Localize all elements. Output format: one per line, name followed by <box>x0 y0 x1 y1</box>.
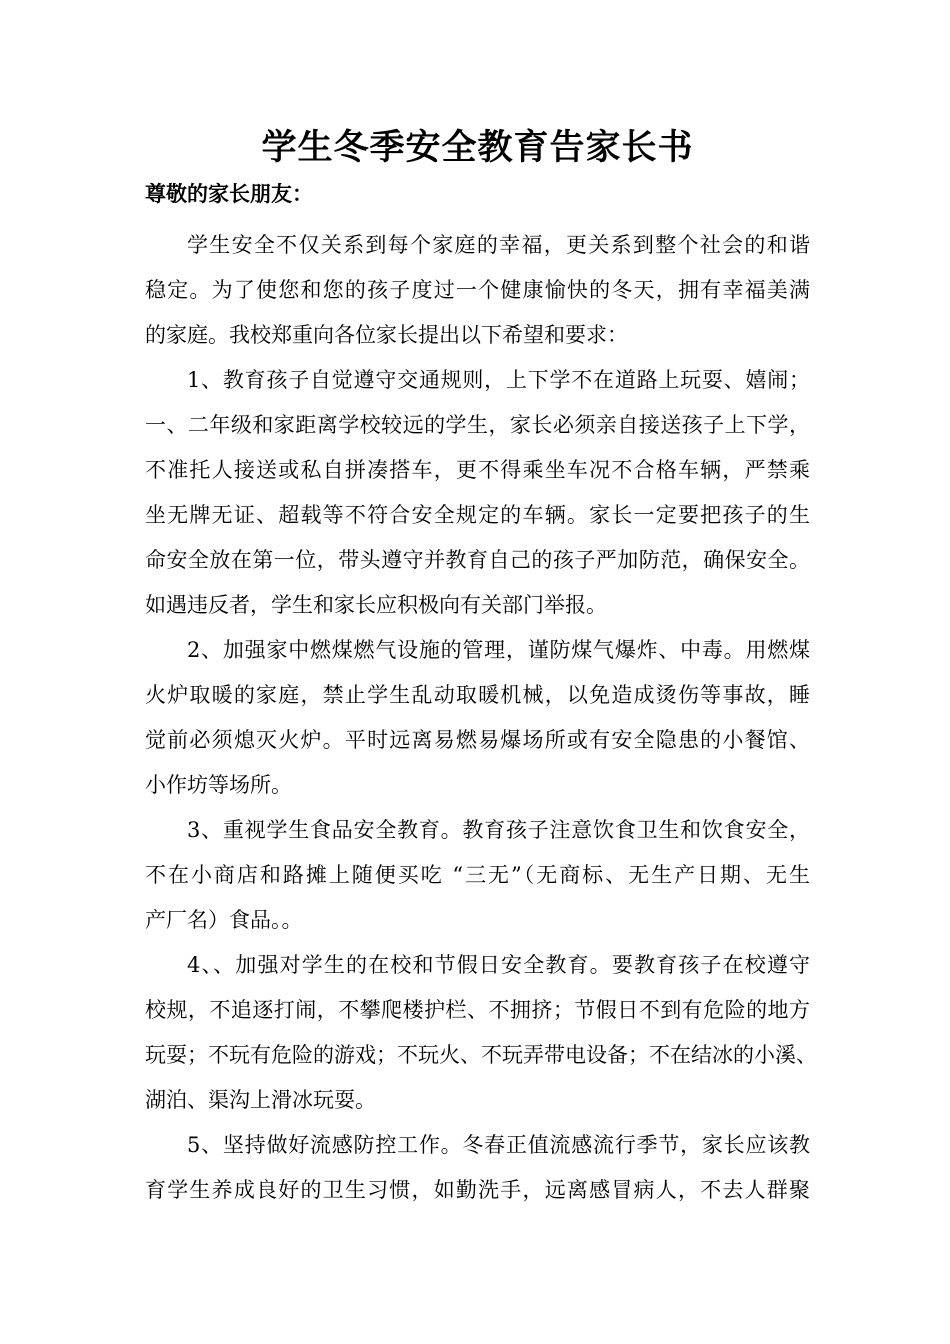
text-line: 玩耍；不玩有危险的游戏；不玩火、不玩弄带电设备；不在结冰的小溪、 <box>145 1043 817 1067</box>
text-line: 小作坊等场所。 <box>145 773 292 797</box>
text-line: 觉前必须熄灭火炉。平时远离易燃易爆场所或有安全隐患的小餐馆、 <box>145 728 810 752</box>
text-line: 产厂名）食品。。 <box>145 908 303 932</box>
text-line: 5、坚持做好流感防控工作。冬春正值流感流行季节，家长应该教 <box>187 1133 810 1157</box>
text-line: 湖泊、渠沟上滑冰玩耍。 <box>145 1088 376 1112</box>
text-line: 一、二年级和家距离学校较远的学生，家长必须亲自接送孩子上下学， <box>145 413 810 437</box>
text-line: 校规，不追逐打闹，不攀爬楼护栏、不拥挤；节假日不到有危险的地方 <box>145 998 810 1022</box>
text-line: 不准托人接送或私自拼凑搭车，更不得乘坐车况不合格车辆，严禁乘 <box>145 458 810 482</box>
text-line: 育学生养成良好的卫生习惯，如勤洗手，远离感冒病人，不去人群聚 <box>145 1178 810 1202</box>
text-line: 坐无牌无证、超载等不符合安全规定的车辆。家长一定要把孩子的生 <box>145 503 810 527</box>
salutation: 尊敬的家长朋友： <box>145 181 313 206</box>
paragraph <box>145 808 810 943</box>
text-line: 不在小商店和路摊上随便买吃 “三无”（无商标、无生产日期、无生 <box>145 863 810 887</box>
paragraph <box>145 358 810 628</box>
text-line: 火炉取暖的家庭，禁止学生乱动取暖机械，以免造成烫伤等事故，睡 <box>145 683 810 707</box>
letter-body <box>145 223 817 1213</box>
text-line: 3、重视学生食品安全教育。教育孩子注意饮食卫生和饮食安全， <box>187 818 810 842</box>
text-line: 如遇违反者，学生和家长应积极向有关部门举报。 <box>145 593 607 617</box>
text-line: 命安全放在第一位，带头遵守并教育自己的孩子严加防范，确保安全。 <box>145 548 810 572</box>
document-title: 学生冬季安全教育告家长书 <box>261 127 694 168</box>
paragraph <box>145 223 810 358</box>
paragraph <box>145 943 817 1123</box>
text-line: 1、教育孩子自觉遵守交通规则，上下学不在道路上玩耍、嬉闹； <box>187 368 810 392</box>
text-line: 学生安全不仅关系到每个家庭的幸福，更关系到整个社会的和谐 <box>187 233 810 257</box>
text-line: 的家庭。我校郑重向各位家长提出以下希望和要求： <box>145 323 628 347</box>
paragraph <box>145 628 810 808</box>
text-line: 2、加强家中燃煤燃气设施的管理，谨防煤气爆炸、中毒。用燃煤 <box>187 638 810 662</box>
paragraph <box>145 1123 810 1213</box>
text-line: 4、、加强对学生的在校和节假日安全教育。要教育孩子在校遵守 <box>187 953 810 977</box>
text-line: 稳定。为了使您和您的孩子度过一个健康愉快的冬天，拥有幸福美满 <box>145 278 810 302</box>
